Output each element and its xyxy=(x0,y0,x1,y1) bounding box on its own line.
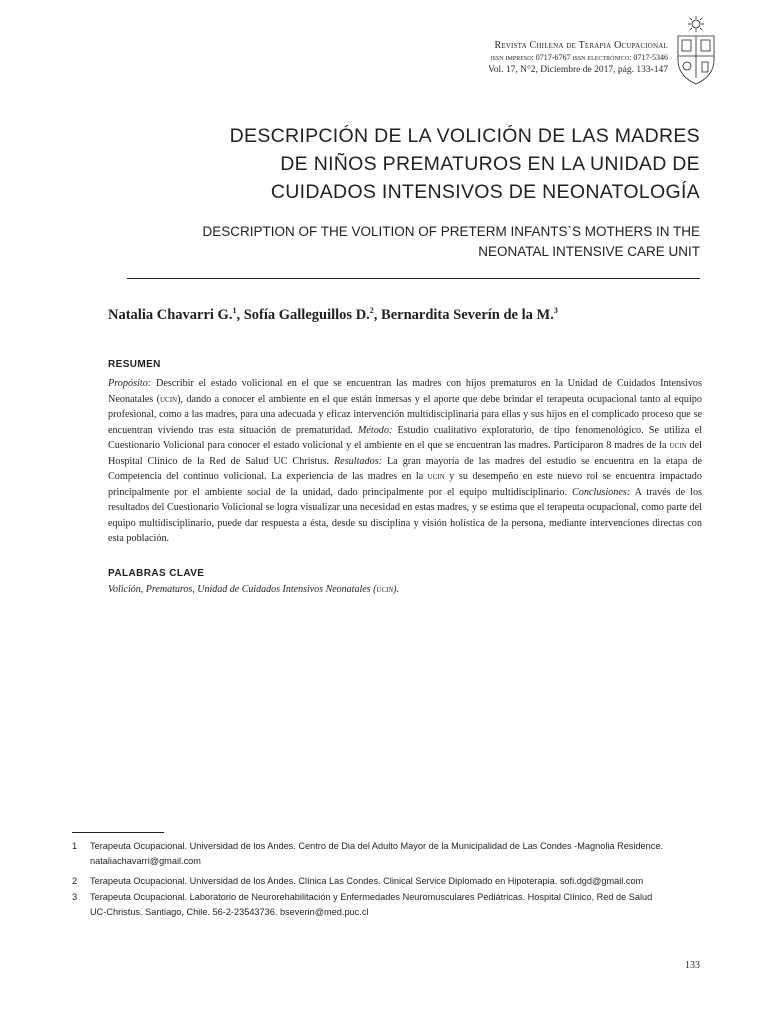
journal-name: Revista Chilena de Terapia Ocupacional xyxy=(494,40,668,51)
abstract-text xyxy=(108,376,702,547)
abstract-segment: del Hospital Clínico de la Red de Salud UC Christus. xyxy=(108,440,702,467)
keywords-text xyxy=(108,584,702,595)
footnote xyxy=(72,874,706,889)
abstract-heading: RESUMEN xyxy=(108,359,161,370)
footnote-line: Terapeuta Ocupacional. Universidad de los Andes. Centro de Dia del Adulto Mayor de la Municipalidad de Las Condes -Magnolia Residence. xyxy=(90,841,664,851)
footnote-number: 2 xyxy=(72,876,78,886)
page-number: 133 xyxy=(685,960,700,971)
keywords-end: ). xyxy=(393,584,399,595)
footnote-text xyxy=(90,874,706,889)
subtitle-line: NEONATAL INTENSIVE CARE UNIT xyxy=(478,244,700,259)
author-ref: 2 xyxy=(369,306,374,315)
abstract-label-proposito: Propósito: xyxy=(108,378,152,389)
abstract-label-resultados: Resultados: xyxy=(333,455,383,467)
author-name: Sofía Galleguillos D. xyxy=(243,306,370,323)
abstract-segment: ), dando a conocer el ambiente en el que están inmersas y el aporte que debe brindar el terapeuta ocupacional tanto al equipo profesional, como a las madres, para una adecuada y eficaz intervención multidisciplinaria para ellas y sus hijos en el complicado proceso que se encuentran viviendo tras esta situación de prematuridad. xyxy=(108,393,702,436)
abstract-label-metodo: Método: xyxy=(357,424,393,436)
author-ref: 1 xyxy=(232,306,237,315)
footnote xyxy=(72,839,706,869)
acronym-ucin: ucin xyxy=(427,471,445,482)
abstract-segment: Estudio cualitativo exploratorio, de tipo fenomenológico. Se utiliza el Cuestionario Volicional para conocer el estado volicional y el ambiente en el que se encuentran las madres. Participaron 8 madres de la xyxy=(108,424,703,451)
keywords-list: Volición, Prematuros, Unidad de Cuidados Intensivos Neonatales ( xyxy=(108,584,377,595)
journal-issn: issn impreso: 0717-6767 issn electrónico: 0717-5346 xyxy=(490,53,668,62)
footnote-line: Terapeuta Ocupacional. Universidad de los Andes. Clínica Las Condes. Clinical Service Diplomado en Hipoterapia. sofi.dgd@gmail.com xyxy=(90,876,644,886)
acronym-ucin: ucin xyxy=(159,393,178,405)
title-line: DE NIÑOS PREMATUROS EN LA UNIDAD DE xyxy=(280,153,700,175)
footnote-line: UC-Christus. Santiago, Chile. 56-2-23543736. bseverin@med.puc.cl xyxy=(90,907,369,917)
footnote-line: nataliachavarri@gmail.com xyxy=(90,856,201,866)
title-line: DESCRIPCIÓN DE LA VOLICIÓN DE LAS MADRES xyxy=(229,125,700,147)
title-line: CUIDADOS INTENSIVOS DE NEONATOLOGÍA xyxy=(270,181,700,203)
journal-volume: Vol. 17, N°2, Diciembre de 2017, pág. 133-147 xyxy=(488,65,668,75)
author-name: Bernardita Severín de la M. xyxy=(381,306,554,323)
footnote-text xyxy=(90,839,706,869)
article-title-en xyxy=(140,222,700,262)
article-title-es xyxy=(140,122,700,206)
acronym-ucin: ucin xyxy=(669,440,687,451)
footnote-number: 3 xyxy=(72,892,78,902)
abstract-segment: y su desempeño en este nuevo rol se encuentra impactado principalmente por el ambiente social de la unidad, dado principalmente por el equipo multidisciplinario. xyxy=(108,471,702,498)
abstract-segment: Describir el estado volicional en el que se encuentran las madres con hijos prematuros en la Unidad de Cuidados Intensivos Neonatales ( xyxy=(108,378,702,405)
university-seal-icon xyxy=(672,16,720,86)
acronym-ucin: ucin xyxy=(376,584,394,595)
journal-header xyxy=(488,40,668,76)
keywords-heading: PALABRAS CLAVE xyxy=(108,568,205,579)
title-divider xyxy=(127,278,700,279)
footnote-line: Terapeuta Ocupacional. Laboratorio de Neurorehabilitación y Enfermedades Neuromusculares Pediátricas. Hospital Clínico, Red de Salud xyxy=(90,892,653,902)
abstract-segment: A través de los resultados del Cuestionario Volicional se logra visualizar una necesidad en estas madres, y se estima que el terapeuta ocupacional, como parte del equipo multidisciplinario, puede dar respuesta a ésta, desde su disciplina y visión holística de la persona, mediante intervenciones directas con esta población. xyxy=(108,486,703,544)
footnotes xyxy=(72,839,706,925)
author-name: Natalia Chavarri G. xyxy=(108,306,233,323)
subtitle-line: DESCRIPTION OF THE VOLITION OF PRETERM INFANTS`S MOTHERS IN THE xyxy=(202,224,700,239)
footnote-divider xyxy=(72,832,164,833)
author-ref: 3 xyxy=(553,306,558,315)
abstract-segment: La gran mayoría de las madres del estudio se encuentra en la etapa de Competencia del continuo volicional. La experiencia de las madres en la xyxy=(108,455,702,482)
footnote xyxy=(72,890,706,920)
footnote-text xyxy=(90,890,706,920)
abstract-label-conclusiones: Conclusiones: xyxy=(571,486,631,498)
author-list: Natalia Chavarri G.$^1$, Sofía Galleguillos D.$^2$, Bernardita Severín de la M.$^3$ xyxy=(108,306,558,323)
footnote-number: 1 xyxy=(72,841,78,851)
